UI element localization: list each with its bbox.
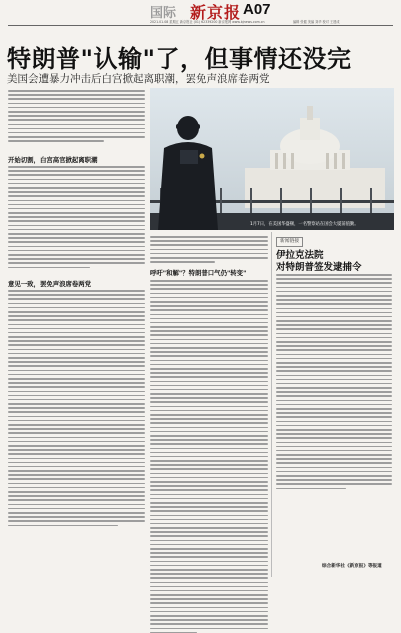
body-paragraph <box>150 236 268 263</box>
date-line: 2021.01.08 星期五 新京报社 (01) 62339200 新京报网 www.bjnews.com.cn <box>150 20 265 24</box>
body-paragraph <box>8 290 145 526</box>
byline: 综合新华社《新京报》等报道 <box>322 564 382 569</box>
sidebar-title-line-1: 伊拉克法院 <box>276 250 324 261</box>
sidebar-tag <box>276 237 303 247</box>
main-headline: 特朗普"认输"了，但事情还没完 <box>7 45 352 73</box>
body-paragraph <box>8 166 145 268</box>
masthead <box>0 0 401 24</box>
photo-caption: 1月7日，在美国华盛顿，一名警察站在国会大厦前值勤。 <box>250 222 359 227</box>
sub-headline: 美国会遭暴力冲击后白宫掀起离职潮，罢免声浪席卷两党 <box>7 73 270 85</box>
section-heading-2: 意见一致，罢免声浪席卷两党 <box>8 280 92 288</box>
body-paragraph <box>150 280 268 633</box>
news-photo <box>150 88 394 230</box>
section-name: 国际 <box>150 6 177 21</box>
intro-paragraph <box>8 90 145 142</box>
capitol-photo-image <box>150 88 394 230</box>
page-number: A07 <box>243 1 271 18</box>
masthead-rule <box>8 25 393 26</box>
section-heading-3: 呼吁"和解"？特朗普口气仍"转变" <box>150 269 247 277</box>
sidebar-divider <box>271 232 272 577</box>
editors-line: 编辑 张健 美编 刘华 校对 王建成 <box>293 20 340 24</box>
sidebar-title-line-2: 对特朗普签发逮捕令 <box>276 262 362 273</box>
newspaper-logo: 新京报 <box>190 3 242 22</box>
sidebar-body <box>276 274 392 489</box>
sidebar-tag-label: 新闻链接 <box>280 239 300 244</box>
section-heading-1: 开始切割，白宫高官掀起离职潮 <box>8 156 98 164</box>
